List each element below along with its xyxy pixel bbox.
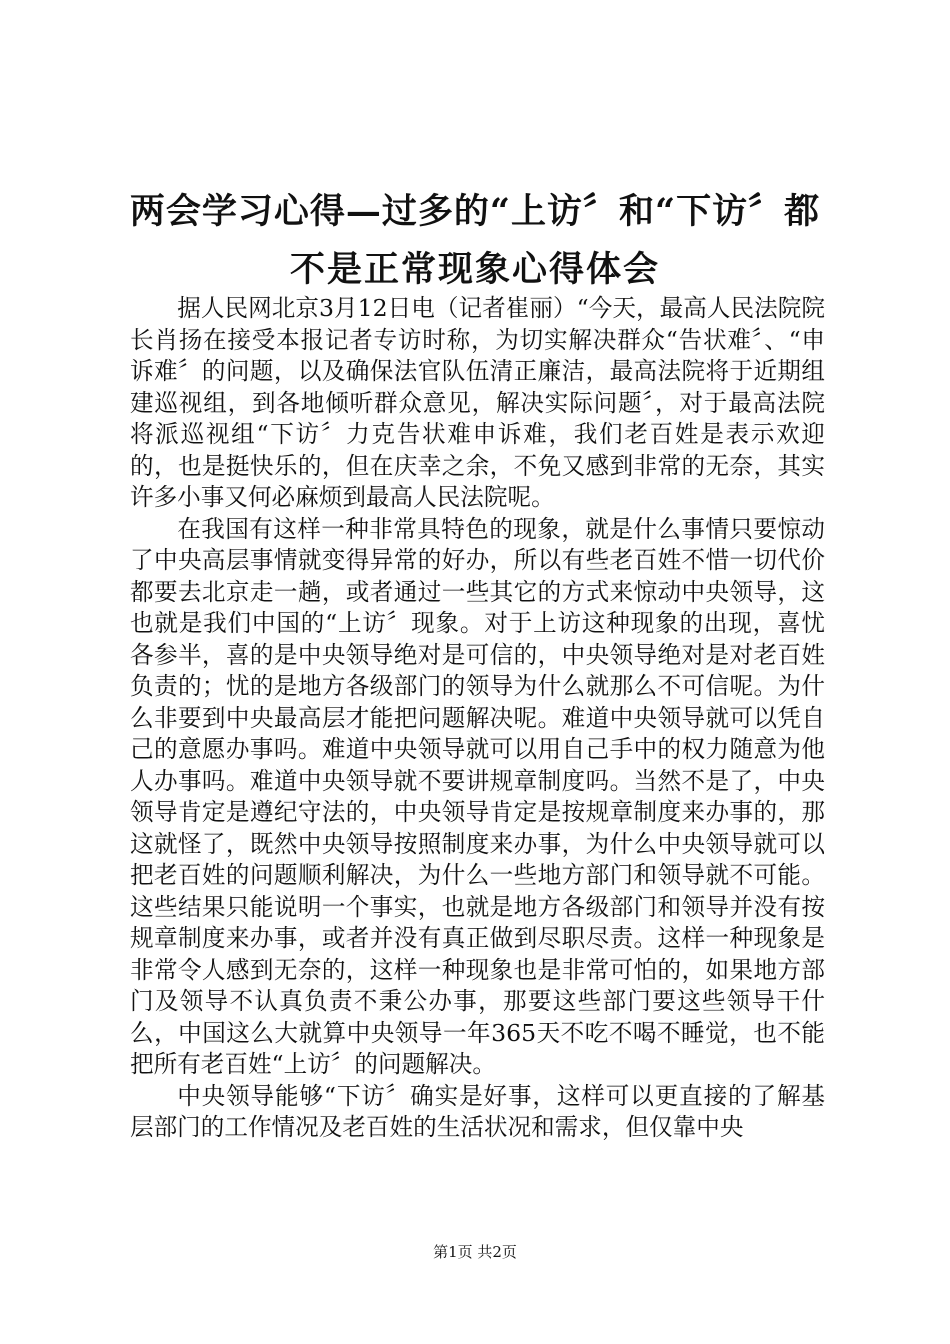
document-body: [130, 293, 825, 1144]
paragraph-1: 据人民网北京3月12日电（记者崔丽）“今天，最高人民法院院长肖扬在接受本报记者专访时称，为切实解决群众“告状难〞、“申诉难〞的问题，以及确保法官队伍清正廉洁，最高法院将于近期组建巡视组，到各地倾听群众意见，解决实际问题〞，对于最高法院将派巡视组“下访〞力克告状难申诉难，我们老百姓是表示欢迎的，也是挺快乐的，但在庆幸之余，不免又感到非常的无奈，其实许多小事又何必麻烦到最高人民法院呢。: [130, 294, 825, 511]
page-number-footer: 第1页 共2页: [433, 1243, 517, 1261]
page-title-line-1: 两会学习心得—过多的“上访〞和“下访〞都: [129, 191, 821, 232]
paragraph-3: 中央领导能够“下访〞确实是好事，这样可以更直接的了解基层部门的工作情况及老百姓的生活状况和需求，但仅靠中央: [130, 1081, 825, 1141]
paragraph-2: 在我国有这样一种非常具特色的现象，就是什么事情只要惊动了中央高层事情就变得异常的好办，所以有些老百姓不惜一切代价都要去北京走一趟，或者通过一些其它的方式来惊动中央领导，这也就是我们中国的“上访〞现象。对于上访这种现象的出现，喜忧各参半，喜的是中央领导绝对是可信的，中央领导绝对是对老百姓负责的；忧的是地方各级部门的领导为什么就那么不可信呢。为什么非要到中央最高层才能把问题解决呢。难道中央领导就可以凭自己的意愿办事吗。难道中央领导就可以用自己手中的权力随意为他人办事吗。难道中央领导就不要讲规章制度吗。当然不是了，中央领导肯定是遵纪守法的，中央领导肯定是按规章制度来办事的，那这就怪了，既然中央领导按照制度来办事，为什么中央领导就可以把老百姓的问题顺利解决，为什么一些地方部门和领导就不可能。这些结果只能说明一个事实，也就是地方各级部门和领导并没有按规章制度来办事，或者并没有真正做到尽职尽责。这样一种现象是非常令人感到无奈的，这样一种现象也是非常可怕的，如果地方部门及领导不认真负责不秉公办事，那要这些部门要这些领导干什么，中国这么大就算中央领导一年365天不吃不喝不睡觉，也不能把所有老百姓“上访〞的问题解决。: [130, 514, 825, 1078]
page-title-line-2: 不是正常现象心得体会: [289, 249, 660, 290]
